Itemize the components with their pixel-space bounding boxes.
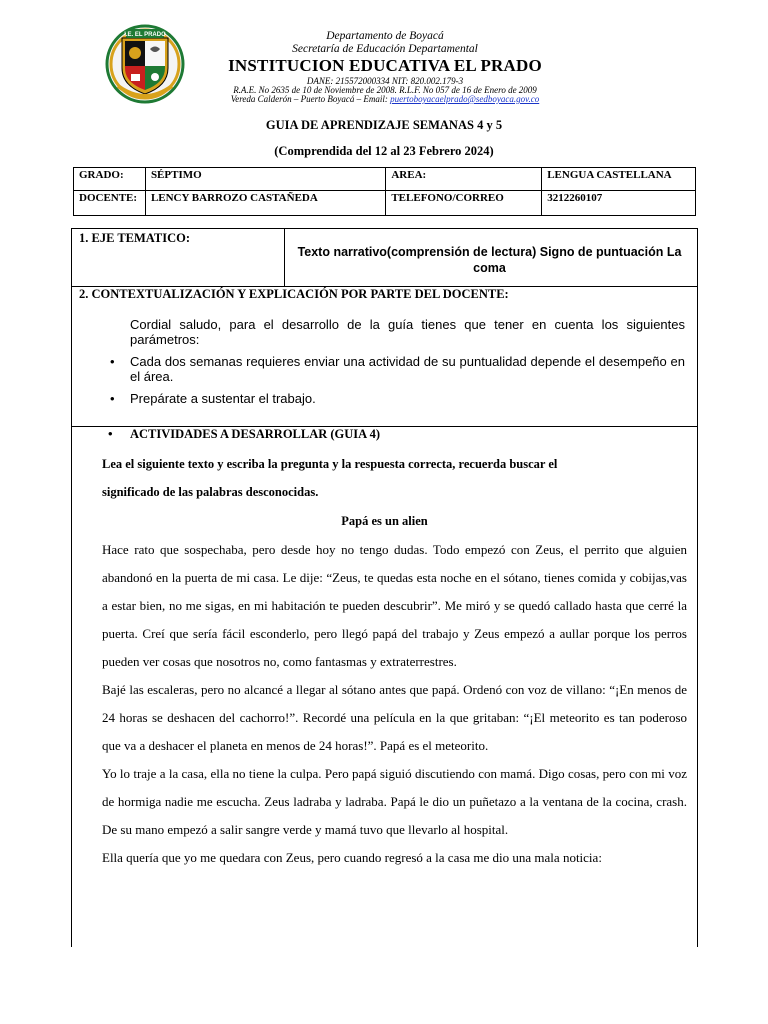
contact-label: TELEFONO/CORREO (386, 191, 542, 216)
story-text (102, 536, 687, 872)
docente-label: DOCENTE: (74, 191, 146, 216)
secretariat-name: Secretaría de Educación Departamental (292, 43, 478, 55)
logo-text: I.E. EL PRADO (124, 32, 166, 38)
parameter-bullet: • Prepárate a sustentar el trabajo. (130, 391, 685, 406)
contact-value: 3212260107 (542, 191, 696, 216)
guide-period: (Comprendida del 12 al 23 Febrero 2024) (274, 144, 494, 158)
address-line (190, 94, 580, 104)
story-paragraph: Ella quería que yo me quedara con Zeus, pero cuando regresó a la casa me dio una mala noticia: (102, 850, 602, 865)
parameter-bullet: • Cada dos semanas requieres enviar una actividad de su puntualidad depende el desempeño en el área. (130, 354, 685, 384)
email-link[interactable]: puertoboyacaelprado@sedboyaca.gov.co (390, 94, 540, 104)
section-contextualizacion (72, 286, 697, 427)
eje-tematico-label: 1. EJE TEMATICO: (79, 231, 191, 245)
institution-title: INSTITUCION EDUCATIVA EL PRADO (228, 56, 542, 75)
instruction-line-1: Lea el siguiente texto y escriba la pregunta y la respuesta correcta, recuerda buscar el (102, 457, 558, 471)
story-paragraph: Bajé las escaleras, pero no alcancé a llegar al sótano antes que papá. Ordenó con voz de villano: “¡En menos de 24 horas se deshacen del cachorro!”. Recordé una película en la que gritaban: “¡El meteorito es tan poderoso que va a deshacer el planeta en menos de 24 horas!”. Papá es el meteorito. (102, 682, 687, 753)
story-paragraph: Hace rato que sospechaba, pero desde hoy no tengo dudas. Todo empezó con Zeus, el perrito que alguien abandonó en la puerta de mi casa. Le dije: “Zeus, te quedas esta noche en el sótano, tienes comida y cobijas,vas a estar bien, no me sigas, en mi habitación te pueden descubrir”. Me miró y se quedó callado hasta que cerré la puerta. Creí que sería fácil esconderlo, pero llegó papá del trabajo y Zeus empezó a aullar porque los perros pueden ver cosas que nosotros no, como fantasmas y extraterrestres. (102, 542, 687, 669)
area-value: LENGUA CASTELLANA (542, 168, 696, 191)
guide-content-box (71, 228, 698, 947)
info-table (73, 167, 696, 216)
story-paragraph: Yo lo traje a la casa, ella no tiene la culpa. Pero papá siguió discutiendo con mamá. Digo cosas, pero con mi voz de hormiga nadie me escucha. Zeus ladraba y ladraba. Papá le dio un puñetazo a la ventana de la cocina, crash. De su mano empezó a salir sangre verde y mamá tuvo que llevarlo al hospital. (102, 766, 687, 837)
contextualizacion-body (130, 317, 685, 406)
grado-label: GRADO: (74, 168, 146, 191)
instruction-line-2: significado de las palabras desconocidas. (102, 485, 319, 499)
actividades-label: • ACTIVIDADES A DESARROLLAR (GUIA 4) (130, 427, 380, 442)
section-eje-tematico (72, 229, 697, 287)
rae-rlf: R.A.E. No 2635 de 10 de Noviembre de 2008. R.L.F. No 057 de 16 de Enero de 2009 (233, 85, 537, 95)
contextualizacion-label: 2. CONTEXTUALIZACIÓN Y EXPLICACIÓN POR PARTE DEL DOCENTE: (79, 287, 509, 301)
dane-nit: DANE: 215572000334 NIT: 820.002.179-3 (306, 76, 464, 86)
grado-value: SÉPTIMO (145, 168, 385, 191)
eje-tematico-value: Texto narrativo(comprensión de lectura) Signo de puntuación La coma (297, 245, 682, 275)
area-label: AREA: (386, 168, 542, 191)
institution-crest-logo (104, 24, 186, 104)
eje-label-cell (72, 229, 285, 286)
department-name: Departamento de Boyacá (326, 30, 444, 42)
story-title: Papá es un alien (341, 514, 428, 528)
greeting-text: Cordial saludo, para el desarrollo de la guía tienes que tener en cuenta los siguientes parámetros: (130, 317, 685, 347)
address-text: Vereda Calderón – Puerto Boyacá – Email: (230, 94, 391, 104)
docente-value: LENCY BARROZO CASTAÑEDA (145, 191, 385, 216)
guide-title: GUIA DE APRENDIZAJE SEMANAS 4 y 5 (265, 118, 503, 132)
